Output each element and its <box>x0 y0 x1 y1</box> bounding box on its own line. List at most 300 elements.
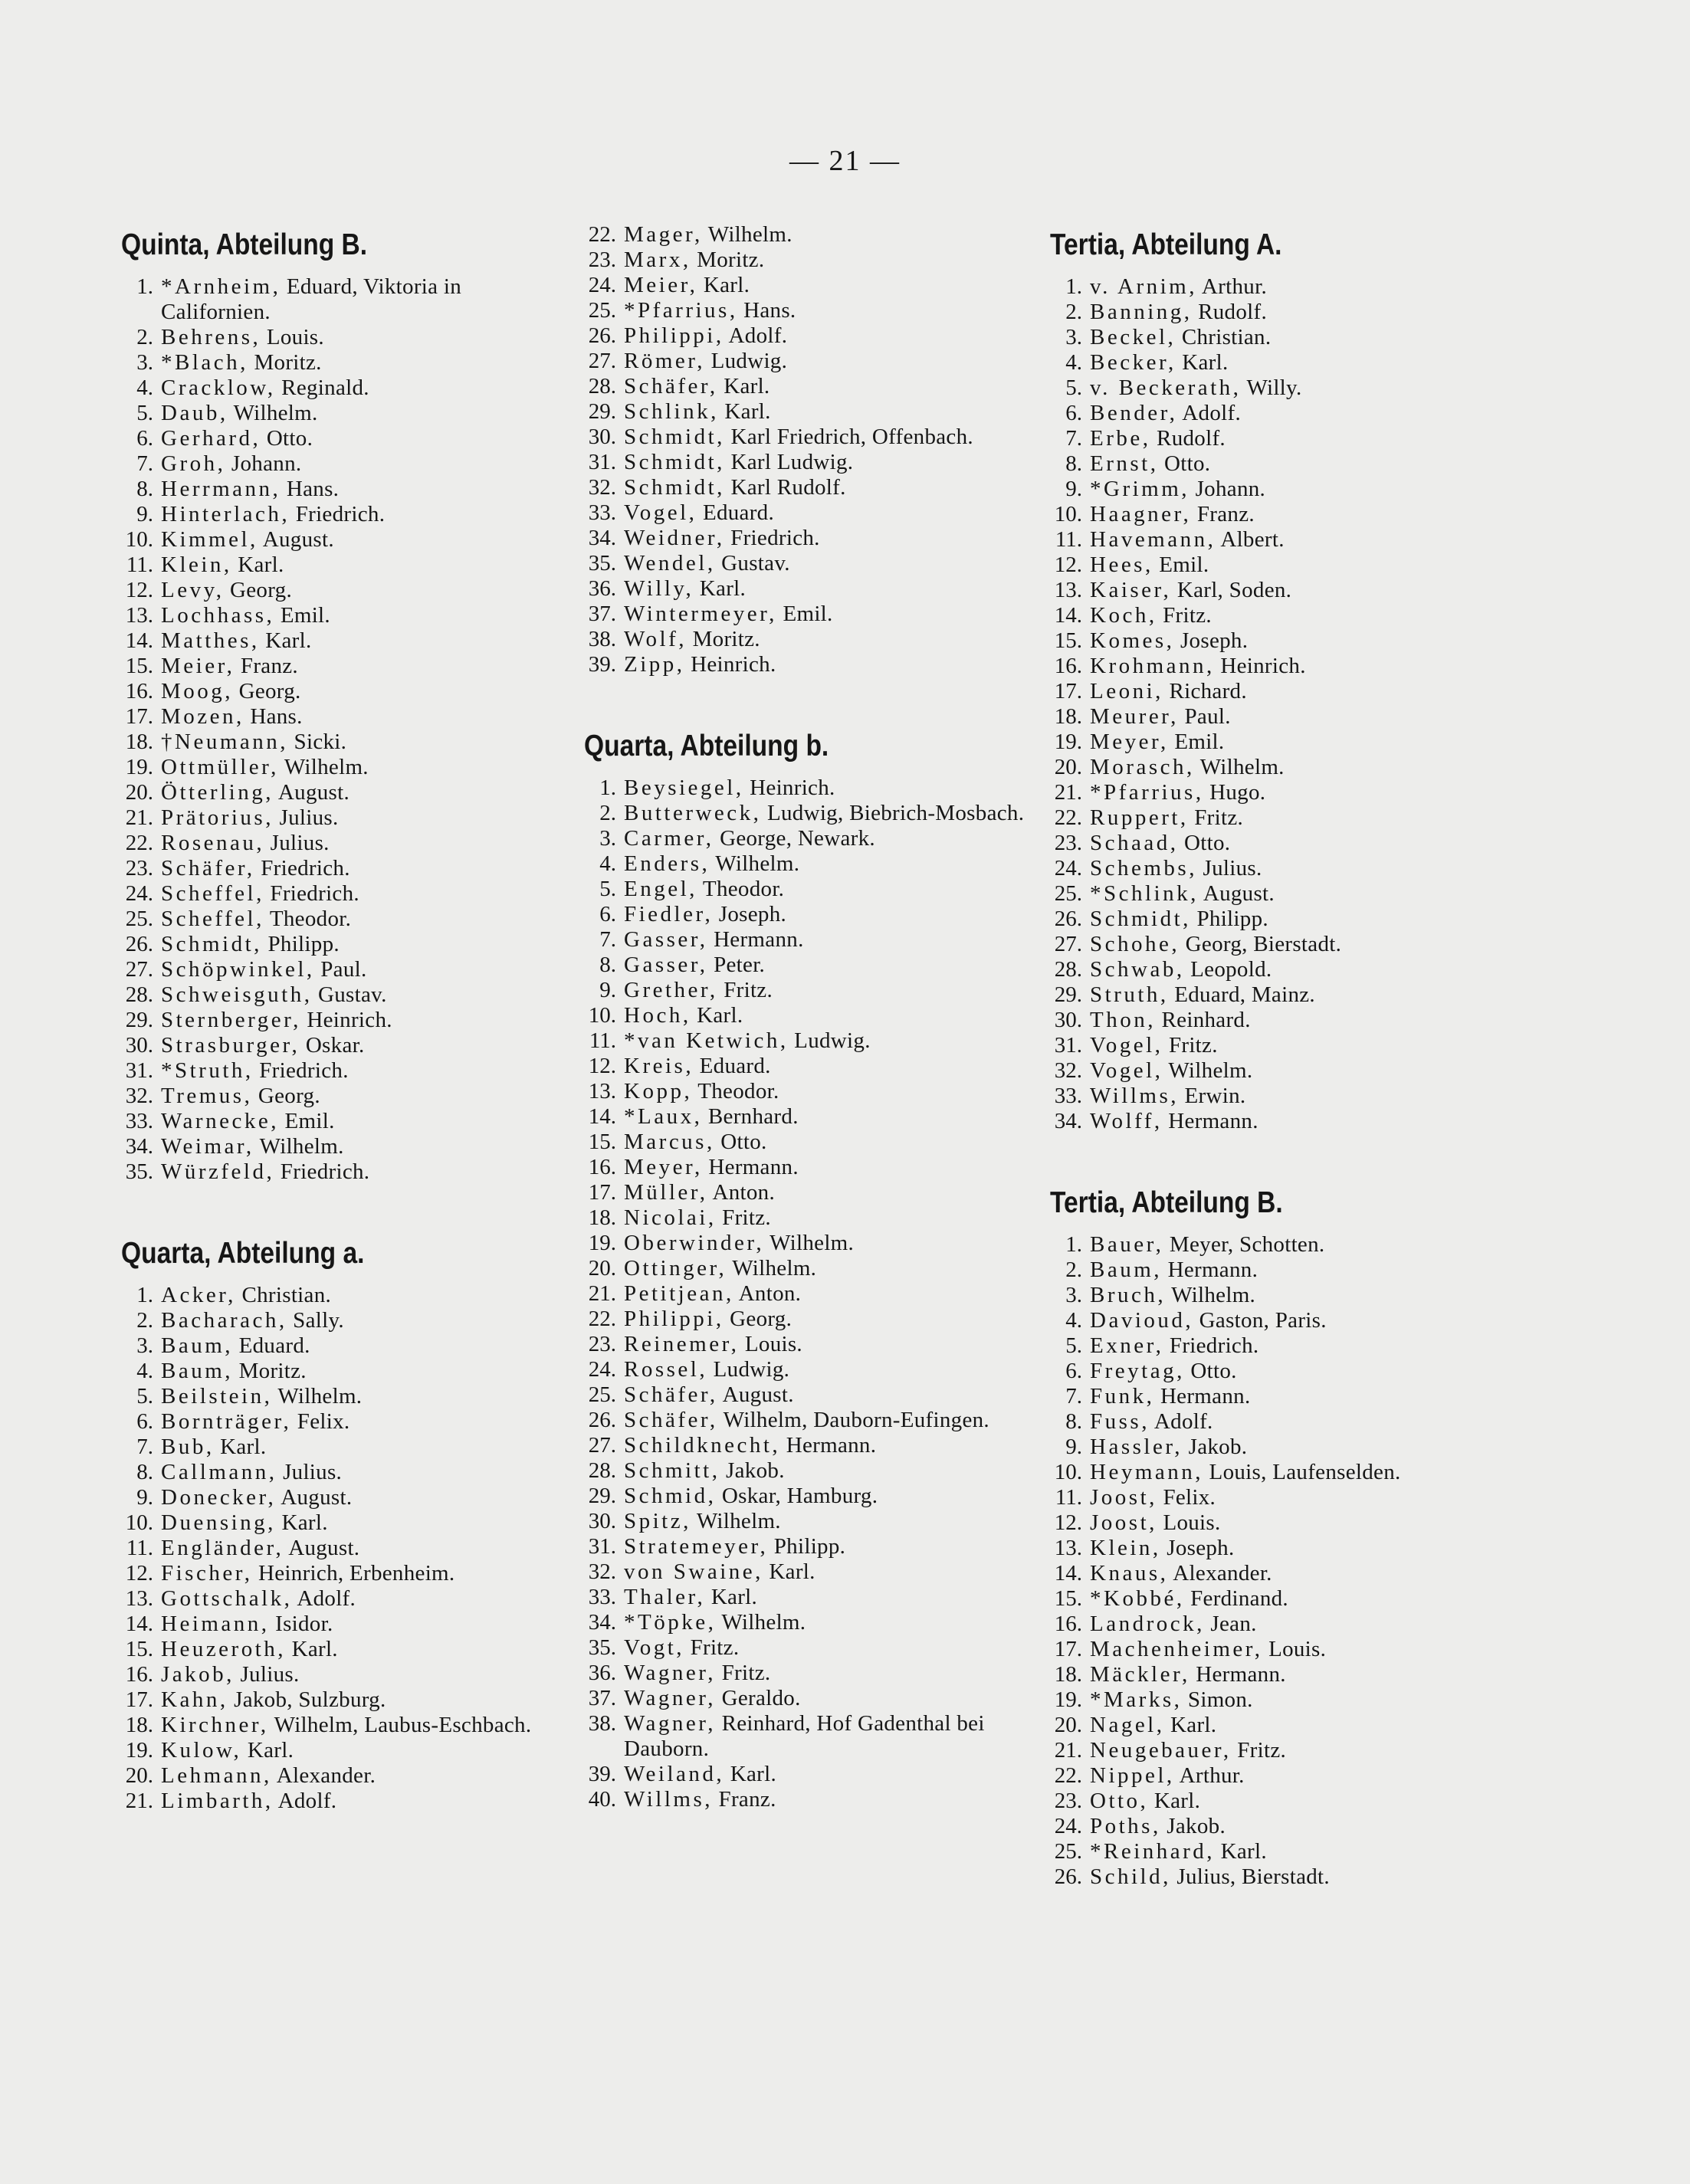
entry-text <box>161 1763 573 1789</box>
entry-number: 20. <box>125 1763 153 1788</box>
entry-text <box>624 222 1036 248</box>
entry-text <box>161 426 573 451</box>
student-entry <box>1050 1283 1525 1308</box>
page-number: — 21 — <box>789 145 901 177</box>
student-given-name: Felix. <box>1157 1485 1216 1510</box>
student-surname: Meier, <box>624 273 698 297</box>
student-entry <box>121 603 573 628</box>
student-given-name: Reinhard, Hof Gadenthal bei Dauborn. <box>624 1711 991 1761</box>
student-given-name: Wilhelm. <box>716 1610 806 1635</box>
entry-text <box>624 500 1036 526</box>
student-entry <box>1050 350 1525 375</box>
student-given-name: Richard. <box>1163 679 1247 703</box>
student-entry <box>584 652 1036 677</box>
student-given-name: Gustav. <box>312 982 387 1007</box>
student-surname: †Neumann, <box>161 730 288 754</box>
entry-text <box>1090 451 1525 477</box>
student-given-name: Alexander. <box>1168 1561 1272 1586</box>
student-entry <box>121 881 573 907</box>
student-entry <box>584 1585 1036 1610</box>
student-given-name: Karl Rudolf. <box>724 475 846 500</box>
entry-number: 17. <box>125 1687 153 1712</box>
entry-text <box>1090 1612 1525 1637</box>
student-given-name: August. <box>717 1382 794 1407</box>
entry-number: 10. <box>588 1003 616 1028</box>
entry-number: 1. <box>136 1283 153 1307</box>
student-given-name: Franz. <box>1191 502 1255 526</box>
student-given-name: Fritz. <box>716 1661 771 1685</box>
student-surname: Scheffel, <box>161 881 264 906</box>
student-given-name: Hermann. <box>702 1155 799 1179</box>
student-given-name: Wilhelm. <box>272 1384 363 1408</box>
student-surname: Duensing, <box>161 1510 276 1535</box>
entry-number: 21. <box>1054 780 1082 805</box>
student-entry <box>1050 375 1525 401</box>
entry-text <box>161 1687 573 1713</box>
student-entry <box>1050 907 1525 932</box>
entry-number: 21. <box>125 805 153 830</box>
student-given-name: Fritz. <box>1188 805 1244 830</box>
student-surname: Kaiser, <box>1090 578 1172 602</box>
student-entry <box>1050 1333 1525 1359</box>
student-entry <box>584 1054 1036 1079</box>
entry-text <box>161 1536 573 1561</box>
entry-text <box>161 1738 573 1763</box>
entry-number: 4. <box>136 1359 153 1383</box>
entry-text <box>161 780 573 805</box>
entry-number: 8. <box>136 477 153 501</box>
student-surname: Erbe, <box>1090 426 1151 451</box>
student-entry <box>121 1308 573 1333</box>
entry-number: 28. <box>588 374 616 398</box>
student-given-name: Adolf. <box>292 1586 356 1611</box>
student-surname: Bornträger, <box>161 1409 292 1434</box>
entry-number: 12. <box>1054 1510 1082 1535</box>
student-entry <box>1050 1258 1525 1283</box>
entry-number: 7. <box>136 451 153 476</box>
student-surname: Fuss, <box>1090 1409 1150 1434</box>
student-surname: *Struth, <box>161 1058 254 1083</box>
student-entry <box>584 1509 1036 1534</box>
entry-number: 11. <box>126 553 153 577</box>
student-surname: Gottschalk, <box>161 1586 293 1611</box>
student-entry <box>121 1637 573 1662</box>
student-entry <box>584 1155 1036 1180</box>
entry-number: 29. <box>588 1484 616 1508</box>
entry-number: 9. <box>1065 477 1082 501</box>
entry-text <box>161 654 573 679</box>
class-section <box>1050 1180 1525 1890</box>
entry-text <box>161 755 573 780</box>
entry-number: 30. <box>588 425 616 449</box>
entry-number: 19. <box>125 755 153 779</box>
entry-number: 34. <box>588 1610 616 1635</box>
student-given-name: Georg. <box>233 679 301 703</box>
entry-text <box>624 323 1036 349</box>
student-given-name: Friedrich. <box>1163 1333 1259 1358</box>
student-given-name: Joseph. <box>1174 628 1249 653</box>
student-surname: Baum, <box>161 1359 234 1383</box>
entry-text <box>161 1460 573 1485</box>
student-entry <box>121 1612 573 1637</box>
student-given-name: August. <box>1198 881 1275 906</box>
student-entry <box>584 1787 1036 1812</box>
entry-text <box>1090 578 1525 603</box>
entry-text <box>624 877 1036 902</box>
student-given-name: Friedrich. <box>724 526 820 550</box>
student-given-name: August. <box>273 780 350 805</box>
entry-number: 36. <box>588 1661 616 1685</box>
student-given-name: Julius, Bierstadt. <box>1170 1864 1330 1889</box>
entry-text <box>161 502 573 527</box>
entry-text <box>624 1585 1036 1610</box>
student-given-name: Hugo. <box>1203 780 1266 805</box>
student-surname: Prätorius, <box>161 805 274 830</box>
entry-text <box>1090 1333 1525 1359</box>
entry-text <box>1090 1058 1525 1084</box>
student-surname: Behrens, <box>161 325 261 349</box>
student-surname: Neugebauer, <box>1090 1738 1232 1763</box>
student-given-name: Rudolf. <box>1192 300 1267 324</box>
student-given-name: Hans. <box>244 704 303 729</box>
student-entry <box>1050 1058 1525 1084</box>
student-surname: Becker, <box>1090 350 1176 375</box>
student-given-name: Theodor. <box>264 907 352 931</box>
student-given-name: Adolf. <box>1149 1409 1213 1434</box>
student-given-name: Christian. <box>235 1283 332 1307</box>
student-given-name: Georg. <box>224 578 293 602</box>
student-entry <box>121 628 573 654</box>
entry-text <box>161 1308 573 1333</box>
entry-number: 28. <box>588 1458 616 1483</box>
student-surname: Engländer, <box>161 1536 284 1560</box>
student-given-name: Karl. <box>259 628 312 653</box>
student-entry <box>584 1559 1036 1585</box>
student-surname: Moog, <box>161 679 234 703</box>
student-entry <box>584 526 1036 551</box>
student-surname: *Pfarrius, <box>624 298 738 323</box>
student-given-name: Karl. <box>717 374 770 398</box>
entry-text <box>161 1485 573 1510</box>
entry-number: 3. <box>136 1333 153 1358</box>
entry-number: 4. <box>136 375 153 400</box>
entry-text <box>624 374 1036 399</box>
student-surname: Schäfer, <box>624 374 718 398</box>
entry-number: 1. <box>1065 1232 1082 1257</box>
entry-text <box>1090 957 1525 982</box>
student-given-name: Oskar, Hamburg. <box>716 1484 878 1508</box>
student-given-name: Karl. <box>705 1585 758 1609</box>
student-given-name: Christian. <box>1176 325 1272 349</box>
student-given-name: Georg. <box>724 1307 792 1331</box>
student-surname: von Swaine, <box>624 1559 763 1584</box>
entry-number: 27. <box>1054 932 1082 956</box>
entry-text <box>1090 1586 1525 1612</box>
entry-text <box>1090 856 1525 881</box>
entry-text <box>1090 325 1525 350</box>
entry-text <box>1090 704 1525 730</box>
entry-number: 2. <box>136 325 153 349</box>
student-given-name: Julius. <box>234 1662 300 1687</box>
student-surname: Kreis, <box>624 1054 694 1078</box>
entry-number: 19. <box>1054 1687 1082 1712</box>
student-entry <box>1050 1814 1525 1839</box>
entry-text <box>1090 1510 1525 1536</box>
student-entry <box>584 1104 1036 1130</box>
entry-number: 5. <box>1065 375 1082 400</box>
student-given-name: Wilhelm. <box>278 755 369 779</box>
student-given-name: Hermann. <box>1162 1109 1258 1133</box>
student-given-name: Karl Friedrich, Offenbach. <box>724 425 973 449</box>
entry-text <box>624 298 1036 323</box>
student-given-name: Moritz. <box>691 248 765 272</box>
student-surname: Willms, <box>624 1787 713 1812</box>
entry-text <box>161 578 573 603</box>
entry-number: 37. <box>588 602 616 626</box>
entry-number: 15. <box>125 654 153 678</box>
student-entry <box>121 1008 573 1033</box>
student-surname: Daub, <box>161 401 228 425</box>
entry-text <box>624 1104 1036 1130</box>
student-surname: Willy, <box>624 576 694 601</box>
student-surname: Butterweck, <box>624 801 762 825</box>
student-surname: Heymann, <box>1090 1460 1203 1484</box>
student-entry <box>121 1409 573 1435</box>
student-entry <box>584 1357 1036 1382</box>
student-given-name: August. <box>258 527 334 552</box>
student-surname: Enders, <box>624 851 710 876</box>
section-heading: Quarta, Abteilung a. <box>121 1237 365 1270</box>
student-surname: Bub, <box>161 1435 215 1459</box>
student-entry <box>584 1130 1036 1155</box>
student-surname: Baum, <box>1090 1258 1163 1282</box>
student-surname: *van Ketwich, <box>624 1028 789 1053</box>
student-surname: Zipp, <box>624 652 685 677</box>
entry-text <box>624 1256 1036 1281</box>
entry-text <box>1090 730 1525 755</box>
student-entry <box>121 1435 573 1460</box>
student-entry <box>584 576 1036 602</box>
entry-number: 32. <box>1054 1058 1082 1083</box>
entry-number: 28. <box>1054 957 1082 982</box>
entry-number: 6. <box>599 902 616 926</box>
entry-number: 39. <box>588 652 616 677</box>
student-given-name: Julius. <box>273 805 339 830</box>
student-given-name: Johann. <box>225 451 302 476</box>
student-surname: Ernst, <box>1090 451 1159 476</box>
entry-text <box>624 1787 1036 1812</box>
entry-number: 24. <box>1054 856 1082 880</box>
student-surname: Gerhard, <box>161 426 261 451</box>
entry-text <box>1090 1460 1525 1485</box>
student-entry <box>584 248 1036 273</box>
student-given-name: Joseph. <box>713 902 787 926</box>
entry-number: 35. <box>125 1159 153 1184</box>
student-entry <box>121 426 573 451</box>
student-entry <box>1050 325 1525 350</box>
student-surname: Klein, <box>1090 1536 1161 1560</box>
entry-text <box>161 982 573 1008</box>
student-entry <box>121 1485 573 1510</box>
class-section <box>1050 222 1525 1134</box>
student-surname: Marx, <box>624 248 691 272</box>
entry-text <box>161 1033 573 1058</box>
student-entry <box>121 350 573 375</box>
student-entry <box>121 1536 573 1561</box>
entry-number: 31. <box>588 1534 616 1559</box>
student-given-name: Isidor. <box>269 1612 333 1636</box>
student-given-name: Hermann. <box>780 1433 877 1458</box>
student-entry <box>1050 1789 1525 1814</box>
student-surname: Wintermeyer, <box>624 602 777 626</box>
student-entry <box>121 1510 573 1536</box>
entry-text <box>161 477 573 502</box>
student-entry <box>121 932 573 957</box>
entry-number: 17. <box>1054 679 1082 703</box>
entry-number: 13. <box>125 603 153 628</box>
student-surname: Ottmüller, <box>161 755 279 779</box>
student-surname: Nicolai, <box>624 1205 717 1230</box>
student-surname: Vogt, <box>624 1635 685 1660</box>
student-surname: Ottinger, <box>624 1256 727 1281</box>
entry-number: 8. <box>1065 451 1082 476</box>
student-entry <box>121 982 573 1008</box>
student-entry <box>121 1662 573 1687</box>
student-given-name: Geraldo. <box>716 1686 801 1710</box>
student-surname: Wagner, <box>624 1661 717 1685</box>
student-entry <box>121 704 573 730</box>
student-entry <box>121 856 573 881</box>
entry-text <box>624 425 1036 450</box>
entry-number: 13. <box>125 1586 153 1611</box>
student-surname: Carmer, <box>624 826 714 851</box>
student-surname: Jakob, <box>161 1662 235 1687</box>
student-given-name: Gustav. <box>715 551 790 576</box>
student-entry <box>121 1561 573 1586</box>
student-surname: Lochhass, <box>161 603 275 628</box>
entry-number: 25. <box>1054 1839 1082 1864</box>
student-surname: Matthes, <box>161 628 260 653</box>
entry-number: 22. <box>1054 1763 1082 1788</box>
student-surname: Schweisguth, <box>161 982 313 1007</box>
student-entry <box>1050 603 1525 628</box>
entry-number: 21. <box>588 1281 616 1306</box>
student-surname: Hoch, <box>624 1003 691 1028</box>
entry-text <box>161 1008 573 1033</box>
student-entry <box>121 1159 573 1185</box>
student-entry <box>1050 1687 1525 1713</box>
student-entry <box>584 1610 1036 1635</box>
student-entry <box>121 1586 573 1612</box>
entry-text <box>624 1484 1036 1509</box>
entry-text <box>161 1134 573 1159</box>
student-given-name: August. <box>284 1536 360 1560</box>
entry-number: 11. <box>1055 1485 1082 1510</box>
entry-number: 33. <box>588 500 616 525</box>
entry-number: 35. <box>588 1635 616 1660</box>
entry-number: 3. <box>1065 325 1082 349</box>
student-given-name: Karl. <box>286 1637 338 1661</box>
entry-number: 5. <box>136 401 153 425</box>
entry-number: 23. <box>125 856 153 880</box>
student-surname: Heuzeroth, <box>161 1637 287 1661</box>
entry-number: 3. <box>136 350 153 375</box>
entry-number: 30. <box>588 1509 616 1533</box>
student-given-name: Karl. <box>694 576 747 601</box>
student-entry <box>584 953 1036 978</box>
student-entry <box>584 450 1036 475</box>
entry-number: 9. <box>136 502 153 526</box>
student-entry <box>121 1763 573 1789</box>
student-surname: Vogel, <box>624 500 697 525</box>
student-entry <box>1050 1586 1525 1612</box>
student-surname: Poths, <box>1090 1814 1161 1838</box>
student-surname: Schembs, <box>1090 856 1197 880</box>
entry-text <box>624 1003 1036 1028</box>
student-surname: Gasser, <box>624 953 708 977</box>
entry-number: 3. <box>1065 1283 1082 1307</box>
entry-text <box>624 776 1036 801</box>
student-entry <box>1050 1232 1525 1258</box>
entry-text <box>624 652 1036 677</box>
student-entry <box>584 500 1036 526</box>
student-given-name: Emil. <box>776 602 833 626</box>
student-given-name: Otto. <box>1178 831 1231 855</box>
student-given-name: Wilhelm. <box>764 1231 855 1255</box>
entry-number: 19. <box>125 1738 153 1763</box>
student-surname: v. Beckerath, <box>1090 375 1242 400</box>
student-surname: Müller, <box>624 1180 708 1205</box>
student-entry <box>1050 1713 1525 1738</box>
student-surname: Beckel, <box>1090 325 1176 349</box>
column-2 <box>584 222 1036 1851</box>
student-entry <box>121 527 573 553</box>
student-given-name: Eduard, Mainz. <box>1168 982 1315 1007</box>
entry-text <box>1090 502 1525 527</box>
student-given-name: Heinrich, Erbenheim. <box>252 1561 455 1586</box>
student-surname: Meier, <box>161 654 235 678</box>
student-given-name: Rudolf. <box>1150 426 1226 451</box>
student-given-name: Hermann. <box>707 927 804 952</box>
student-given-name: Moritz. <box>233 1359 307 1383</box>
student-entry <box>1050 527 1525 553</box>
entry-text <box>1090 1763 1525 1789</box>
entry-text <box>624 1686 1036 1711</box>
student-entry <box>121 957 573 982</box>
entry-text <box>1090 401 1525 426</box>
student-given-name: Fritz. <box>684 1635 740 1660</box>
student-surname: Reinemer, <box>624 1332 740 1356</box>
student-surname: Komes, <box>1090 628 1175 653</box>
section-heading: Tertia, Abteilung B. <box>1050 1186 1283 1219</box>
entry-number: 38. <box>588 627 616 651</box>
entry-number: 9. <box>136 1485 153 1510</box>
entry-text <box>1090 1687 1525 1713</box>
entry-text <box>161 401 573 426</box>
student-surname: Mager, <box>624 222 703 247</box>
entry-number: 34. <box>588 526 616 550</box>
student-surname: Davioud, <box>1090 1308 1194 1333</box>
student-given-name: Julius. <box>264 831 330 855</box>
student-entry <box>1050 982 1525 1008</box>
entry-number: 23. <box>1054 831 1082 855</box>
student-entry <box>584 1180 1036 1205</box>
student-given-name: Adolf. <box>724 323 788 348</box>
entry-text <box>624 1205 1036 1231</box>
entry-number: 37. <box>588 1686 616 1710</box>
entry-number: 18. <box>125 1713 153 1737</box>
student-entry <box>584 978 1036 1003</box>
